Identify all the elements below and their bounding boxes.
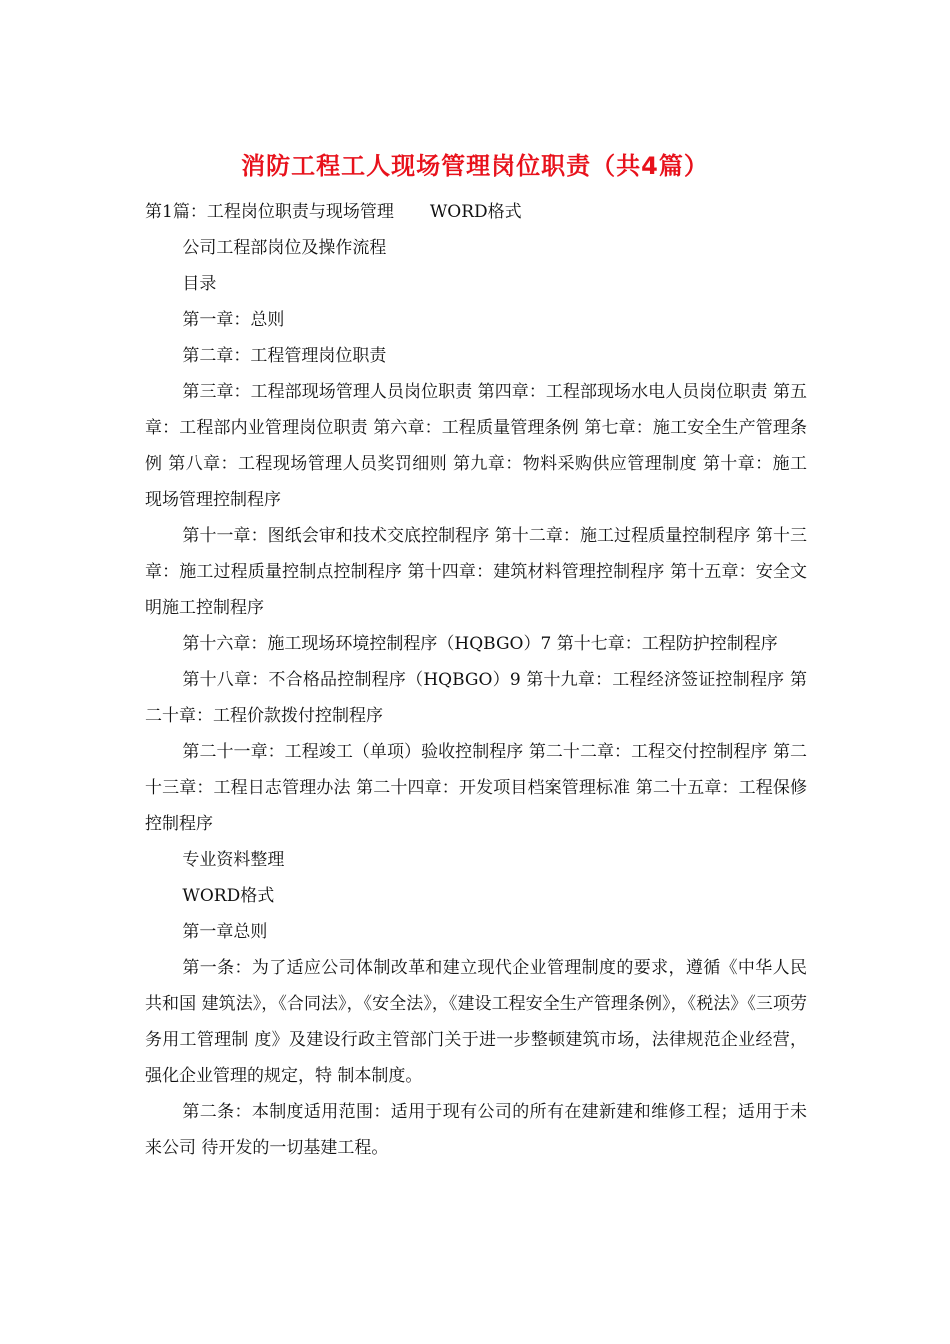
paragraph: 第二章：工程管理岗位职责	[182, 346, 387, 366]
paragraph: 第一条：为了适应公司体制改革和建立现代企业管理制度的要求，遵循《中华人民共和国 建筑法》，《合同法》，《安全法》，《建设工程安全生产管理条例》，《税法》《三项劳务用工管理制 度》及建设行政主管部门关于进一步整顿建筑市场，法律规范企业经营，强化企业管理的规定，特 制本制度。	[145, 958, 807, 1086]
paragraph: 公司工程部岗位及操作流程	[182, 238, 387, 258]
paragraph: WORD格式	[182, 886, 275, 906]
header-line-right: WORD格式	[429, 202, 522, 222]
document-title: 消防工程工人现场管理岗位职责（共4篇）	[241, 152, 709, 180]
header-line-left: 第1篇：工程岗位职责与现场管理	[145, 202, 394, 222]
paragraph: 目录	[182, 274, 217, 294]
paragraph: 专业资料整理	[182, 850, 285, 870]
paragraph: 第一章总则	[182, 922, 268, 942]
paragraph: 第二条：本制度适用范围：适用于现有公司的所有在建新建和维修工程；适用于未来公司 待开发的一切基建工程。	[145, 1102, 807, 1158]
paragraph: 第十六章：施工现场环境控制程序（HQBGO）7 第十七章：工程防护控制程序	[182, 634, 778, 654]
paragraph: 第二十一章：工程竣工（单项）验收控制程序 第二十二章：工程交付控制程序 第二十三章：工程日志管理办法 第二十四章：开发项目档案管理标准 第二十五章：工程保修控制程序	[145, 742, 807, 834]
paragraph: 第十八章：不合格品控制程序（HQBGO）9 第十九章：工程经济签证控制程序 第二十章：工程价款拨付控制程序	[145, 670, 807, 726]
header-line	[145, 194, 807, 230]
document-body	[145, 194, 807, 1166]
paragraph: 第一章：总则	[182, 310, 285, 330]
paragraph: 第三章：工程部现场管理人员岗位职责 第四章：工程部现场水电人员岗位职责 第五章：工程部内业管理岗位职责 第六章：工程质量管理条例 第七章：施工安全生产管理条例 第八章：工程现场管理人员奖罚细则 第九章：物料采购供应管理制度 第十章：施工现场管理控制程序	[145, 382, 807, 510]
paragraph: 第十一章：图纸会审和技术交底控制程序 第十二章：施工过程质量控制程序 第十三章：施工过程质量控制点控制程序 第十四章：建筑材料管理控制程序 第十五章：安全文明施工控制程序	[145, 526, 807, 618]
